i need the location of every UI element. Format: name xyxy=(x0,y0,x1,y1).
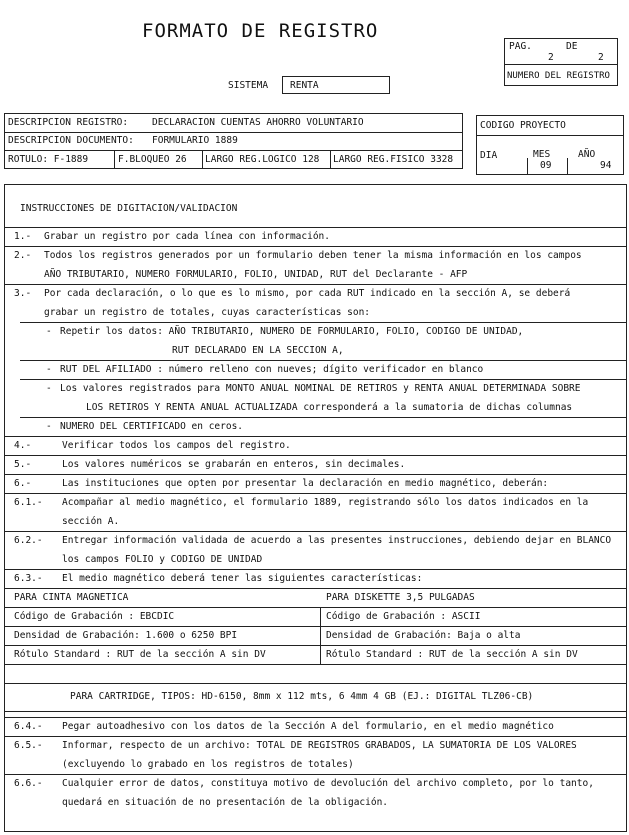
cartridge-text: PARA CARTRIDGE, TIPOS: HD-6150, 8mm x 112 mts, 6 4mm 4 GB (EJ.: DIGITAL TLZ06-CB) xyxy=(70,691,534,702)
mes-value: 09 xyxy=(540,160,552,171)
item-text: Grabar un registro por cada línea con información. xyxy=(44,231,330,242)
registro-label: DESCRIPCION REGISTRO: xyxy=(8,117,129,128)
item-number: 4.- xyxy=(14,440,32,451)
item-number: 3.- xyxy=(14,288,32,299)
diskette-row: Densidad de Grabación: Baja o alta xyxy=(326,630,521,641)
item-text: Informar, respecto de un archivo: TOTAL DE REGISTROS GRABADOS, LA SUMATORIA DE LOS VALORES xyxy=(62,740,577,751)
page-total: 2 xyxy=(598,52,604,63)
instructions-heading: INSTRUCCIONES DE DIGITACION/VALIDACION xyxy=(20,203,238,214)
largo-logico-value: LARGO REG.LOGICO 128 xyxy=(205,154,320,165)
item-text: quedará en situación de no presentación de la obligación. xyxy=(62,797,389,808)
item-number: 6.2.- xyxy=(14,535,43,546)
item-number: 2.- xyxy=(14,250,32,261)
item-number: 6.1.- xyxy=(14,497,43,508)
item-number: 6.3.- xyxy=(14,573,43,584)
cinta-row: Densidad de Grabación: 1.600 o 6250 BPI xyxy=(14,630,238,641)
record-number-label: NUMERO DEL REGISTRO xyxy=(507,71,610,81)
documento-label: DESCRIPCION DOCUMENTO: xyxy=(8,135,134,146)
registro-value: DECLARACION CUENTAS AHORRO VOLUNTARIO xyxy=(152,117,364,128)
item-text: RUT DEL AFILIADO : número relleno con nueves; dígito verificador en blanco xyxy=(60,364,484,375)
item-text: NUMERO DEL CERTIFICADO en ceros. xyxy=(60,421,244,432)
bullet-dash: - xyxy=(46,383,52,394)
item-text: Acompañar al medio magnético, el formulario 1889, registrando sólo los datos indicados en la xyxy=(62,497,589,508)
bullet-dash: - xyxy=(46,326,52,337)
cinta-row: Rótulo Standard : RUT de la sección A sin DV xyxy=(14,649,266,660)
item-number: 6.5.- xyxy=(14,740,43,751)
diskette-row: Rótulo Standard : RUT de la sección A sin DV xyxy=(326,649,578,660)
item-text: los campos FOLIO y CODIGO DE UNIDAD xyxy=(62,554,263,565)
proyecto-label: CODIGO PROYECTO xyxy=(480,120,566,131)
page-title: FORMATO DE REGISTRO xyxy=(142,20,379,42)
item-number: 6.6.- xyxy=(14,778,43,789)
dia-label: DIA xyxy=(480,150,498,161)
item-number: 5.- xyxy=(14,459,32,470)
sistema-label: SISTEMA xyxy=(228,80,269,91)
item-number: 6.4.- xyxy=(14,721,43,732)
bloqueo-value: F.BLOQUEO 26 xyxy=(118,154,187,165)
item-text: RUT DECLARADO EN LA SECCION A, xyxy=(172,345,344,356)
item-text: Las instituciones que opten por presentar la declaración en medio magnético, deberán: xyxy=(62,478,549,489)
diskette-title: PARA DISKETTE 3,5 PULGADAS xyxy=(326,592,475,603)
item-text: Entregar información validada de acuerdo a las presentes instrucciones, debiendo dejar en BLANCO xyxy=(62,535,612,546)
item-text: grabar un registro de totales, cuyas características son: xyxy=(44,307,371,318)
item-text: (excluyendo lo grabado en los registros de totales) xyxy=(62,759,354,770)
documento-value: FORMULARIO 1889 xyxy=(152,135,238,146)
item-text: Por cada declaración, o lo que es lo mismo, por cada RUT indicado en la sección A, se deberá xyxy=(44,288,571,299)
ano-value: 94 xyxy=(600,160,612,171)
page-label: PAG. xyxy=(509,41,532,52)
diskette-row: Código de Grabación : ASCII xyxy=(326,611,481,622)
ano-label: AÑO xyxy=(578,149,596,160)
item-text: Los valores numéricos se grabarán en enteros, sin decimales. xyxy=(62,459,406,470)
cinta-title: PARA CINTA MAGNETICA xyxy=(14,592,129,603)
largo-fisico-value: LARGO REG.FISICO 3328 xyxy=(333,154,454,165)
mes-label: MES xyxy=(533,149,551,160)
item-number: 6.- xyxy=(14,478,32,489)
item-text: Verificar todos los campos del registro. xyxy=(62,440,291,451)
item-text: LOS RETIROS Y RENTA ANUAL ACTUALIZADA corresponderá a la sumatoria de dichas columnas xyxy=(86,402,573,413)
bullet-dash: - xyxy=(46,421,52,432)
item-text: AÑO TRIBUTARIO, NUMERO FORMULARIO, FOLIO, UNIDAD, RUT del Declarante - AFP xyxy=(44,269,468,280)
item-text: sección A. xyxy=(62,516,120,527)
bullet-dash: - xyxy=(46,364,52,375)
item-text: El medio magnético deberá tener las siguientes características: xyxy=(62,573,423,584)
sistema-value: RENTA xyxy=(290,80,319,91)
rotulo-value: ROTULO: F-1889 xyxy=(8,154,89,165)
item-text: Los valores registrados para MONTO ANUAL NOMINAL DE RETIROS y RENTA ANUAL DETERMINADA SOBRE xyxy=(60,383,581,394)
item-number: 1.- xyxy=(14,231,32,242)
item-text: Todos los registros generados por un formulario deben tener la misma información en los campos xyxy=(44,250,582,261)
cinta-row: Código de Grabación : EBCDIC xyxy=(14,611,175,622)
page-de-label: DE xyxy=(566,41,578,52)
item-text: Repetir los datos: AÑO TRIBUTARIO, NUMERO DE FORMULARIO, FOLIO, CODIGO DE UNIDAD, xyxy=(60,326,524,337)
page-number: 2 xyxy=(548,52,554,63)
item-text: Cualquier error de datos, constituya motivo de devolución del archivo completo, por lo tanto, xyxy=(62,778,594,789)
item-text: Pegar autoadhesivo con los datos de la Sección A del formulario, en el medio magnético xyxy=(62,721,554,732)
